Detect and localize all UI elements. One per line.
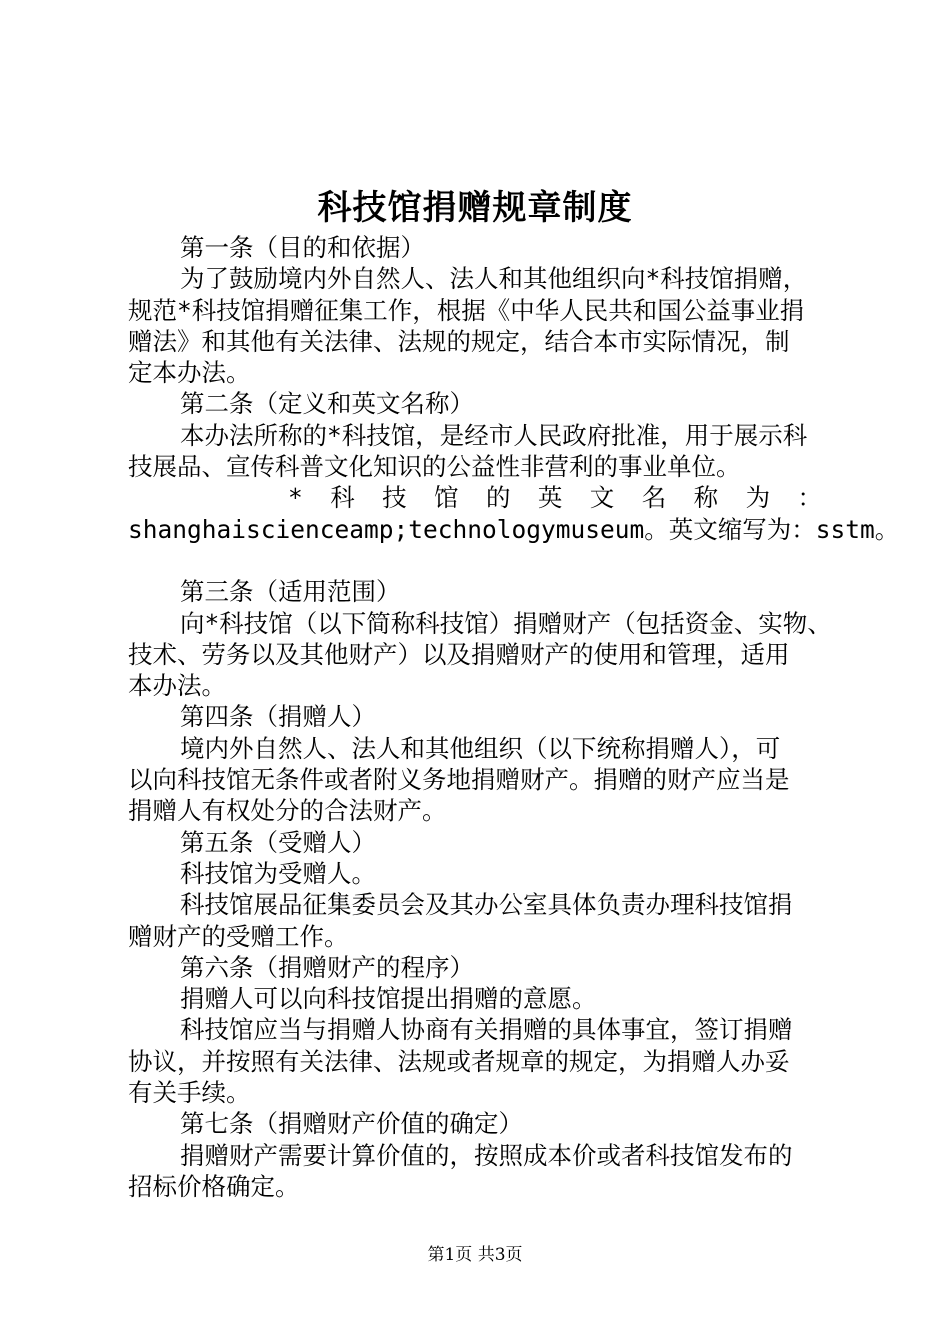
paragraph-line: 捐赠人有权处分的合法财产。 [128,796,447,826]
paragraph-line: 技术、劳务以及其他财产）以及捐赠财产的使用和管理，适用 [128,639,790,669]
paragraph-line: 本办法。 [128,671,226,701]
paragraph-line: 科技馆为受赠人。 [180,858,376,888]
paragraph-line: 捐赠财产需要计算价值的，按照成本价或者科技馆发布的 [180,1140,793,1170]
justified-char: 英 [537,483,563,513]
article-heading: 第六条（捐赠财产的程序） [180,952,474,982]
paragraph-line: 赠财产的受赠工作。 [128,921,349,951]
article-heading: 第四条（捐赠人） [180,702,376,732]
page-number: 第1页 共3页 [427,1245,523,1265]
paragraph-line: 协议，并按照有关法律、法规或者规章的规定，为捐赠人办妥 [128,1046,790,1076]
paragraph-line: 境内外自然人、法人和其他组织（以下统称捐赠人），可 [180,733,781,763]
paragraph-line: 招标价格确定。 [128,1171,300,1201]
justified-char: 为 [745,483,771,513]
paragraph-line: 定本办法。 [128,358,251,388]
justified-char: 名 [641,483,667,513]
article-heading: 第七条（捐赠财产价值的确定） [180,1109,523,1139]
justified-char: 文 [589,483,615,513]
justified-char: * [288,483,303,513]
paragraph-line: 向*科技馆（以下简称科技馆）捐赠财产（包括资金、实物、 [180,608,832,638]
article-heading: 第二条（定义和英文名称） [180,389,474,419]
article-heading: 第三条（适用范围） [180,577,401,607]
paragraph-line: 科技馆应当与捐赠人协商有关捐赠的具体事宜，签订捐赠 [180,1015,793,1045]
paragraph-line: 捐赠人可以向科技馆提出捐赠的意愿。 [180,984,597,1014]
paragraph-line: 赠法》和其他有关法律、法规的规定，结合本市实际情况，制 [128,326,790,356]
paragraph-line: 科技馆展品征集委员会及其办公室具体负责办理科技馆捐 [180,890,793,920]
paragraph-line: 有关手续。 [128,1078,251,1108]
justified-char: ： [797,483,822,513]
document-body [128,232,900,1202]
blank-line [128,545,830,576]
paragraph-line: 以向科技馆无条件或者附义务地捐赠财产。捐赠的财产应当是 [128,765,790,795]
justified-char: 科 [330,483,355,513]
article-heading: 第五条（受赠人） [180,827,376,857]
justified-char: 馆 [434,483,459,513]
justified-line [128,482,830,513]
paragraph-line: 技展品、宣传科普文化知识的公益性非营利的事业单位。 [128,452,741,482]
justified-char: 的 [485,483,511,513]
paragraph-line: 规范*科技馆捐赠征集工作，根据《中华人民共和国公益事业捐 [128,295,805,325]
document-title: 科技馆捐赠规章制度 [317,188,633,228]
paragraph-line: 本办法所称的*科技馆，是经市人民政府批准，用于展示科 [180,420,808,450]
justified-char: 技 [382,483,407,513]
justified-char: 称 [693,483,719,513]
paragraph-line: 为了鼓励境内外自然人、法人和其他组织向*科技馆捐赠， [180,264,808,294]
article-heading: 第一条（目的和依据） [180,233,425,262]
paragraph-line: shanghaiscienceamp;technologymuseum。英文缩写为：sstm。 [128,514,900,544]
